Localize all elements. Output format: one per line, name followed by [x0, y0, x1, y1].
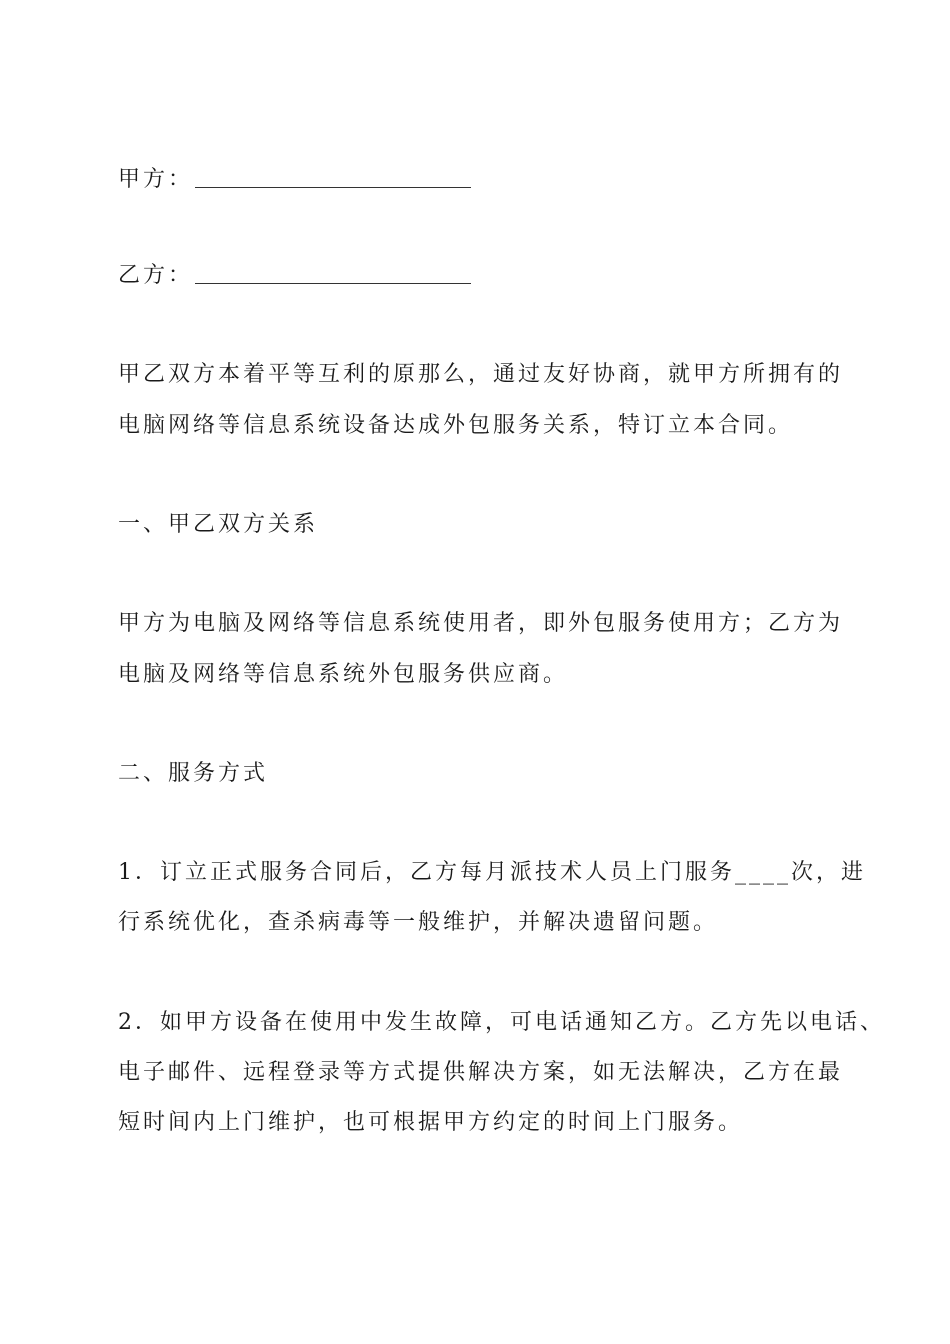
section2-heading: 二、服务方式	[118, 761, 269, 786]
item1-line-2: 行系统优化，查杀病毒等一般维护，并解决遗留问题。	[118, 910, 719, 935]
section1-line-2: 电脑及网络等信息系统外包服务供应商。	[118, 662, 569, 687]
intro-line-1: 甲乙双方本着平等互利的原那么，通过友好协商，就甲方所拥有的	[118, 362, 844, 387]
item2-line-3: 短时间内上门维护，也可根据甲方约定的时间上门服务。	[118, 1110, 744, 1135]
party-a-label: 甲方：	[118, 167, 194, 192]
item2-line-2: 电子邮件、远程登录等方式提供解决方案，如无法解决，乙方在最	[118, 1060, 844, 1085]
item1-line-1: 1．订立正式服务合同后，乙方每月派技术人员上门服务____次，进	[118, 860, 866, 885]
party-b-line	[118, 261, 471, 291]
party-b-blank	[195, 282, 471, 284]
item2-line-1: 2．如甲方设备在使用中发生故障，可电话通知乙方。乙方先以电话、	[118, 1010, 885, 1035]
party-a-blank	[195, 186, 471, 188]
section1-line-1: 甲方为电脑及网络等信息系统使用者，即外包服务使用方；乙方为	[118, 611, 844, 636]
party-a-line	[118, 165, 471, 195]
intro-line-2: 电脑网络等信息系统设备达成外包服务关系，特订立本合同。	[118, 413, 794, 438]
party-b-label: 乙方：	[118, 263, 194, 288]
section1-heading: 一、甲乙双方关系	[118, 512, 319, 537]
